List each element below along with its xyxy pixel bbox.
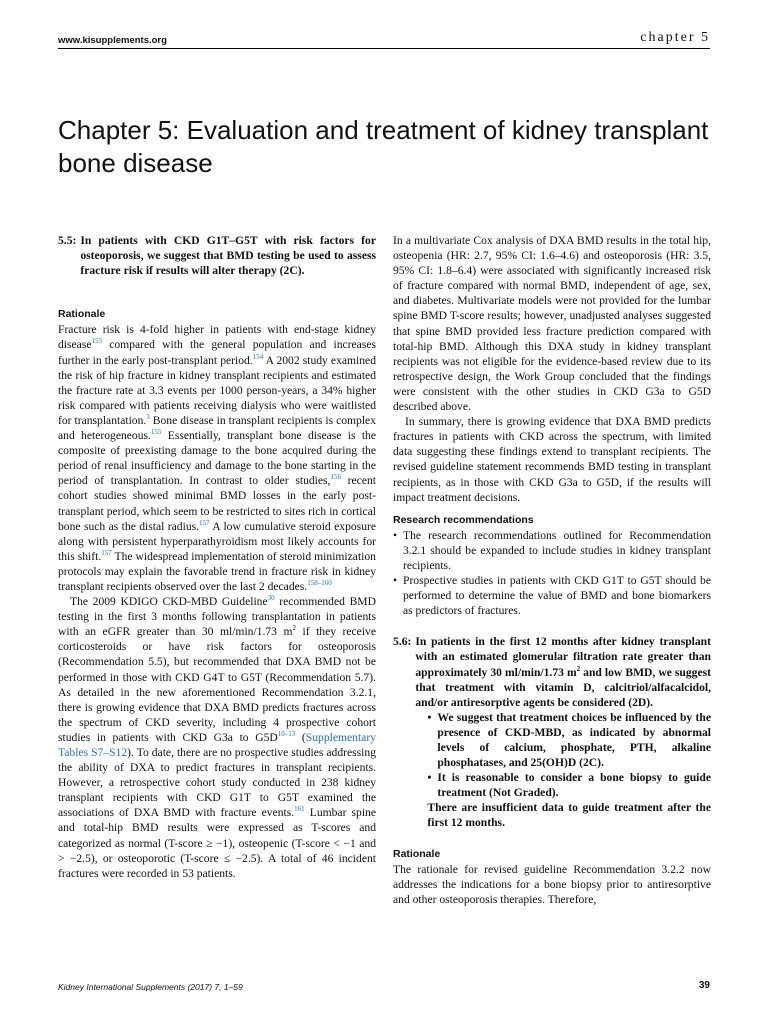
citation-10-13[interactable]: 10–13 bbox=[277, 729, 296, 738]
rationale-paragraph-2: The 2009 KDIGO CKD-MBD Guideline$^{30}$ recommended BMD testing in the first 3 months following transplantation in patients with an eGFR greater than 30 ml/min/1.73 $m^2$ if they receive corticosteroids or have risk factors for osteoporosis (Recommendation 5.5), but recommended that DXA BMD not be performed in those with CKD G4T to G5T (Recommendation 5.7). As detailed in the new aforementioned Recommendation 3.2.1, there is growing evidence that DXA BMD predicts fractures across the spectrum of CKD severity, including 4 prospective cohort studies in patients with CKD G3a to $G5D^{10-13}$ (Supplementary Tables S7–S12). To date, there are no prospective studies addressing the ability of DXA to predict fractures in transplant recipients. However, a retrospective cohort study conducted in 238 kidney transplant recipients with CKD G1T to G5T examined the associations of DXA BMD with fracture events.$^{161}$ Lumbar spine and total-hip BMD results were expressed as T-scores and categorized as normal (T-score ≥ −1), osteopenic (T-score < −1 and > −2.5), or osteoporotic (T-score ≤ −2.5). A total of 46 incident fractures were recorded in 53 patients. bbox=[58, 594, 376, 880]
citation-155[interactable]: 155 bbox=[150, 428, 162, 437]
citation-3[interactable]: 3 bbox=[146, 412, 150, 421]
recommendation-note: There are insufficient data to guide treatment after the first 12 months. bbox=[427, 801, 711, 830]
list-item: • We suggest that treatment choices be influenced by the presence of CKD-MBD, as indicated by abnormal levels of calcium, phosphate, PTH, alkaline phosphatases, and 25(OH)D (2C). bbox=[427, 710, 711, 770]
superscript-2: 2 bbox=[576, 664, 581, 673]
list-item: • The research recommendations outlined for Recommendation 3.2.1 should be expanded to include studies in kidney transplant recipients. bbox=[393, 528, 711, 573]
recommendation-5-6 bbox=[393, 634, 711, 830]
citation-157[interactable]: 157 bbox=[101, 548, 112, 557]
chapter-title: Chapter 5: Evaluation and treatment of kidney transplant bone disease bbox=[58, 115, 709, 178]
right-paragraph-1: In a multivariate Cox analysis of DXA BMD results in the total hip, osteopenia (HR: 2.7, 95% CI: 1.6–4.6) and osteoporosis (HR: 3.5, 95% CI: 1.8–6.4) were associated with significantly increased risk of fracture compared with normal BMD, independent of age, sex, and diabetes. Multivariate models were not provided for the lumbar spine BMD T-score results; however, unadjusted analyses suggested that spine BMD provided less fracture prediction compared with total-hip BMD. Although this DXA study in kidney transplant recipients was not eligible for the evidence-based review due to its retrospective design, the Work Group concluded that the findings were consistent with the other studies in CKD G3a to G5D described above. bbox=[393, 234, 711, 414]
right-column bbox=[393, 233, 711, 907]
rationale-paragraph-3: The rationale for revised guideline Recommendation 3.2.2 now addresses the indications for a bone biopsy prior to antiresorptive and other osteoporosis therapies. Therefore, bbox=[393, 862, 711, 906]
header-divider bbox=[58, 48, 710, 49]
citation-30[interactable]: 30 bbox=[267, 594, 275, 603]
right-paragraph-2: In summary, there is growing evidence that DXA BMD predicts fractures in patients with CKD across the spectrum, with limited data suggesting these findings extend to transplant recipients. The revised guideline statement recommends BMD testing in transplant recipients, as in those with CKD G3a to G5D, if the results will impact treatment decisions. bbox=[393, 415, 711, 504]
recommendation-number: 5.6: bbox=[393, 635, 412, 649]
recommendation-body: In patients in the first 12 months after kidney transplant with an estimated glomerular filtration rate greater than approximately 30 ml/min/1.73 $m^2$ and low BMD, we suggest that treatment with vitamin D, calcitriol/alfacalcidol, and/or antiresorptive agents be considered (2D). • We suggest that treatment choices be influenced by the presence of CKD-MBD, as indicated by abnormal levels of calcium, phosphate, PTH, alkaline phosphatases, and 25(OH)D (2C). • It is reasonable to consider a bone biopsy to guide treatment (Not Graded). There are insufficient data to guide treatment after the first 12 months. bbox=[415, 634, 711, 830]
list-item: • It is reasonable to consider a bone biopsy to guide treatment (Not Graded). bbox=[427, 770, 711, 800]
recommendation-bullets bbox=[415, 710, 711, 801]
citation-158-160[interactable]: 158–160 bbox=[307, 578, 332, 587]
rationale-heading-2: Rationale bbox=[393, 847, 441, 860]
recommendation-5-5 bbox=[58, 233, 376, 278]
superscript-2: 2 bbox=[292, 624, 296, 633]
recommendation-number: 5.5: bbox=[58, 234, 77, 247]
citation-157[interactable]: 157 bbox=[199, 518, 210, 527]
citation-153[interactable]: 153 bbox=[91, 337, 102, 346]
rationale-heading: Rationale bbox=[58, 308, 106, 321]
research-recommendations-heading: Research recommendations bbox=[393, 513, 534, 526]
supplementary-tables-link[interactable]: Supplementary Tables S7–S12 bbox=[58, 730, 376, 759]
chapter-label: chapter 5 bbox=[640, 30, 710, 45]
citation-154[interactable]: 154 bbox=[252, 352, 264, 361]
citation-161[interactable]: 161 bbox=[294, 805, 305, 814]
list-item: • Prospective studies in patients with CKD G1T to G5T should be performed to determine the value of BMD and bone biomarkers as predictors of fractures. bbox=[393, 573, 711, 618]
recommendation-text: In patients with CKD G1T–G5T with risk factors for osteoporosis, we suggest that BMD testing be used to assess fracture risk if results will alter therapy (2C). bbox=[80, 234, 376, 278]
page-number: 39 bbox=[698, 980, 710, 991]
left-column bbox=[58, 233, 376, 881]
research-recommendations-list bbox=[393, 528, 711, 619]
journal-url: www.kisupplements.org bbox=[58, 35, 167, 46]
citation-156[interactable]: 156 bbox=[330, 473, 341, 482]
rationale-paragraph-1: Fracture risk is 4-fold higher in patients with end-stage kidney disease$^{153}$ compared with the general population and increases further in the early post-transplant period.$^{154}$ A 2002 study examined the risk of hip fracture in kidney transplant recipients and estimated the fracture rate at 3.3 events per 1000 person-years, a 34% higher risk compared with patients receiving dialysis who were waitlisted for transplantation.$^3$ Bone disease in transplant recipients is complex and heterogeneous.$^{155}$ Essentially, transplant bone disease is the composite of preexisting damage to the bone acquired during the period of renal insufficiency and damage to the bone starting in the period of transplantation. In contrast to older studies,$^{156}$ recent cohort studies showed minimal BMD losses in the early post-transplant period, which seem to be restricted to sites rich in cortical bone such as the distal radius.$^{157}$ A low cumulative steroid exposure along with persistent hyperparathyroidism most likely accounts for this shift.$^{157}$ The widespread implementation of steroid minimization protocols may explain the favorable trend in fracture risk in kidney transplant recipients observed over the last 2 decades.$^{158-160}$ bbox=[58, 323, 377, 593]
footer-journal-citation: Kidney International Supplements (2017) 7, 1–59 bbox=[58, 982, 243, 992]
